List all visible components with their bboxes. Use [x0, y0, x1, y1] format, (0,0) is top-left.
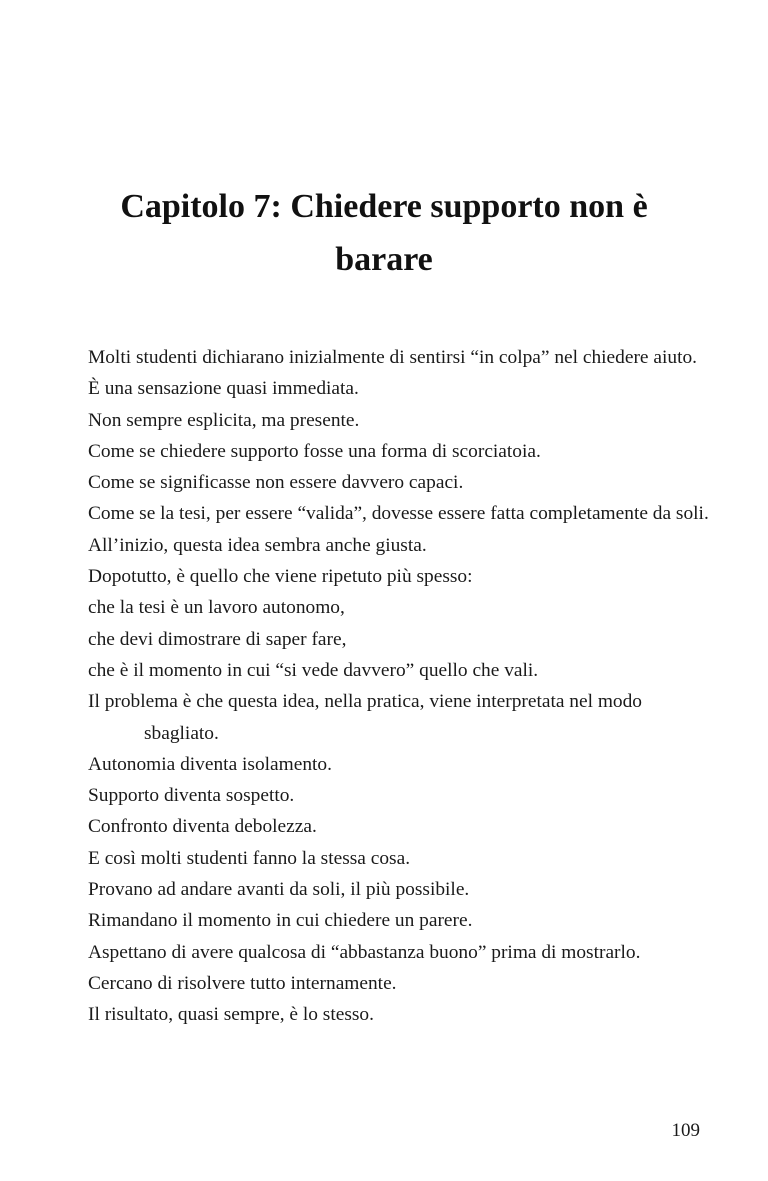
paragraph: che la tesi è un lavoro autonomo,	[88, 597, 345, 619]
paragraph: Molti studenti dichiarano inizialmente di sentirsi “in colpa” nel chiedere aiuto.	[88, 347, 697, 368]
paragraph: Provano ad andare avanti da soli, il più possibile.	[88, 879, 470, 901]
paragraph: Autonomia diventa isolamento.	[88, 753, 332, 775]
paragraph: All’inizio, questa idea sembra anche giusta.	[88, 534, 427, 556]
paragraph: E così molti studenti fanno la stessa cosa.	[88, 847, 411, 869]
page-number: 109	[671, 1120, 700, 1141]
paragraph: Il risultato, quasi sempre, è lo stesso.	[88, 1004, 374, 1026]
paragraph: Cercano di risolvere tutto internamente.	[88, 972, 397, 994]
paragraph: Supporto diventa sospetto.	[88, 785, 295, 807]
paragraph: Come se chiedere supporto fosse una forma di scorciatoia.	[88, 440, 541, 462]
paragraph: Aspettano di avere qualcosa di “abbastanza buono” prima di mostrarlo.	[88, 941, 641, 963]
chapter-title: Capitolo 7: Chiedere supporto non è barare	[120, 188, 648, 278]
paragraph: che è il momento in cui “si vede davvero” quello che vali.	[88, 659, 539, 681]
paragraph: Confronto diventa debolezza.	[88, 816, 317, 838]
paragraph: Non sempre esplicita, ma presente.	[88, 409, 360, 431]
chapter-body	[88, 342, 713, 1031]
paragraph: Rimandano il momento in cui chiedere un parere.	[88, 910, 473, 932]
paragraph: che devi dimostrare di saper fare,	[88, 628, 347, 650]
paragraph: È una sensazione quasi immediata.	[88, 378, 359, 400]
paragraph: Come se significasse non essere davvero capaci.	[88, 472, 464, 494]
paragraph: Come se la tesi, per essere “valida”, dovesse essere fatta completamente da soli.	[88, 503, 709, 525]
paragraph: Il problema è che questa idea, nella pratica, viene interpretata nel modo sbagliato.	[88, 691, 642, 744]
paragraph: Dopotutto, è quello che viene ripetuto più spesso:	[88, 566, 473, 588]
